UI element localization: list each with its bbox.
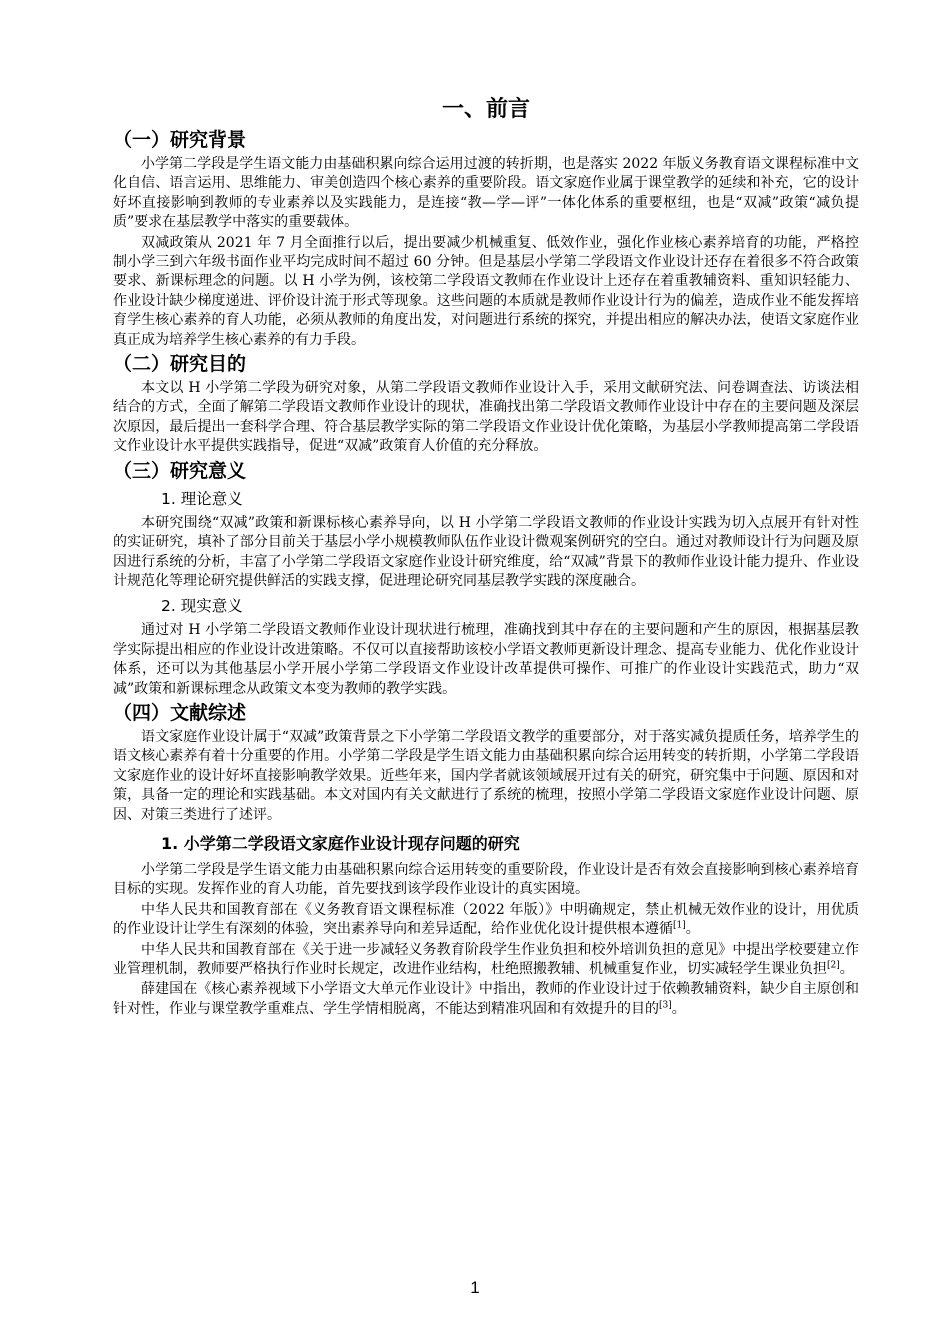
section-heading-background: （一）研究背景 xyxy=(113,129,247,151)
document-page xyxy=(113,96,859,1020)
section-heading-significance: （三）研究意义 xyxy=(113,459,247,482)
subheading-existing-problems: 1. 小学第二学段语文家庭作业设计现存问题的研究 xyxy=(161,833,520,853)
paragraph-text: 薛建国在《核心素养视域下小学语文大单元作业设计》中指出，教师的作业设计过于依赖教辅资料，缺少自主原创和针对性，作业与课堂教学重难点、学生学情相脱离，不能达到精准巩固和有效提升的目的 xyxy=(113,981,859,1017)
paragraph: 通过对 H 小学第二学段语文教师作业设计现状进行梳理，准确找到其中存在的主要问题和产生的原因，根据基层教学实际提出相应的作业设计改进策略。不仅可以直接帮助该校小学语文教师更新设计理念、提高专业能力、优化作业设计体系，还可以为其他基层小学开展小学第二学段语文作业设计改革提供可操作、可推广的作业设计实践范式，助力“双减”政策和新课标理念从政策文本变为教师的教学实践。 xyxy=(113,622,859,697)
paragraph: 本研究围绕“双减”政策和新课标核心素养导向，以 H 小学第二学段语文教师的作业设计实践为切入点展开有针对性的实证研究，填补了部分目前关于基层小学小规模教师队伍作业设计微观案例研究的空白。通过对教师设计行为问题及原因进行系统的分析，丰富了小学第二学段语文家庭作业设计研究维度，给“双减”背景下的教师作业设计能力提升、作业设计规范化等理论研究提供鲜活的实践支撑，促进理论研究同基层教学实践的深度融合。 xyxy=(113,514,859,589)
paragraph: 本文以 H 小学第二学段为研究对象，从第二学段语文教师作业设计入手，采用文献研究法、问卷调查法、访谈法相结合的方式，全面了解第二学段语文教师作业设计的现状，准确找出第二学段语文教师作业设计中存在的主要问题及深层次原因，最后提出一套科学合理、符合基层教学实际的第二学段语文作业设计优化策略，为基层小学教师提高第二学段语文作业设计水平提供实践指导，促进“双减”政策育人价值的充分释放。 xyxy=(113,380,859,455)
paragraph-text: 中华人民共和国教育部在《义务教育语文课程标准（2022 年版）》中明确规定，禁止机械无效作业的设计，用优质的作业设计让学生有深刻的体验，突出素养导向和差异适配，给作业优化设计提供根本遵循 xyxy=(113,901,859,938)
paragraph: 双减政策从 2021 年 7 月全面推行以后，提出要减少机械重复、低效作业，强化作业核心素养培育的功能，严格控制小学三到六年级书面作业平均完成时间不超过 60 分钟。但是基层小学第二学段语文作业设计还存在着很多不符合政策要求、新课标理念的问题。以 H 小学为例，该校第二学段语文教师在作业设计上还存在着重教辅资料、重知识轻能力、作业设计缺少梯度递进、评价设计流于形式等现象。这些问题的本质就是教师作业设计行为的偏差，造成作业不能发挥培育学生核心素养的育人功能，必须从教师的角度出发，对问题进行系统的探究，并提出相应的解决办法，使语文家庭作业真正成为培养学生核心素养的有力手段。 xyxy=(113,234,859,348)
paragraph-end: 。 xyxy=(671,1000,686,1017)
section-heading-purpose: （二）研究目的 xyxy=(113,353,247,376)
paragraph: 小学第二学段是学生语文能力由基础积累向综合运用过渡的转折期，也是落实 2022 年版义务教育语文课程标准中文化自信、语言运用、思维能力、审美创造四个核心素养的重要阶段。语文家庭作业属于课堂教学的延续和补充，它的设计好坏直接影响到教师的专业素养以及实践能力，是连接“教—学—评”一体化体系的重要枢纽，也是“双减”政策“减负提质”要求在基层教学中落实的重要载体。 xyxy=(113,156,859,231)
paragraph: 小学第二学段是学生语文能力由基础积累向综合运用转变的重要阶段，作业设计是否有效会直接影响到核心素养培育目标的实现。发挥作业的育人功能，首先要找到该学段作业设计的真实困境。 xyxy=(113,861,859,898)
subheading-practical: 2. 现实意义 xyxy=(161,597,243,616)
paragraph-end: 。 xyxy=(685,921,700,938)
citation-ref: [1] xyxy=(673,920,686,931)
chapter-title: 一、前言 xyxy=(441,97,530,122)
section-heading-literature: （四）文献综述 xyxy=(113,701,247,724)
paragraph-text: 中华人民共和国教育部在《关于进一步减轻义务教育阶段学生作业负担和校外培训负担的意见》中提出学校要建立作业管理机制，教师要严格执行作业时长规定，改进作业结构，杜绝照搬教辅、机械重复作业，切实减轻学生课业负担 xyxy=(113,941,859,977)
subheading-theoretical: 1. 理论意义 xyxy=(161,489,243,508)
paragraph-end: 。 xyxy=(839,961,854,977)
paragraph: 语文家庭作业设计属于“双减”政策背景之下小学第二学段语文教学的重要部分，对于落实减负提质任务，培养学生的语文核心素养有着十分重要的作用。小学第二学段是学生语文能力由基础积累向综合运用转变的转折期，小学第二学段语文家庭作业的设计好坏直接影响教学效果。近些年来，国内学者就该领域展开过有关的研究，研究集中于问题、原因和对策，具备一定的理论和实践基础。本文对国内有关文献进行了系统的梳理，按照小学第二学段语文家庭作业设计问题、原因、对策三类进行了述评。 xyxy=(113,728,859,823)
citation-ref: [2] xyxy=(827,960,840,971)
paragraph-with-citation xyxy=(113,901,859,940)
paragraph-with-citation xyxy=(113,941,859,980)
citation-ref: [3] xyxy=(659,1000,672,1011)
paragraph-with-citation xyxy=(113,980,859,1019)
page-number: 1 xyxy=(470,1278,480,1297)
